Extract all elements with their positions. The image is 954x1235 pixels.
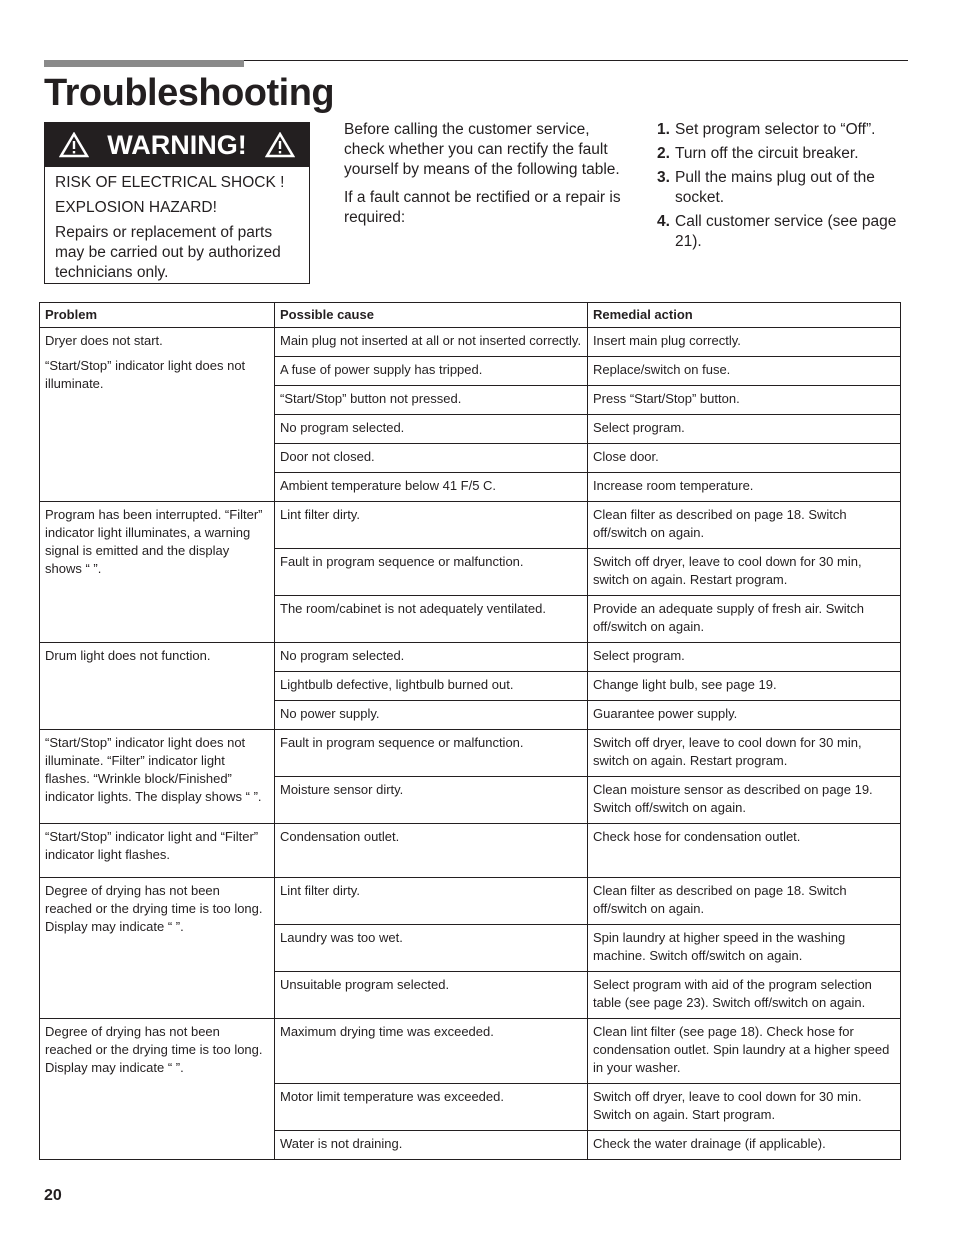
remedy-cell: Replace/switch on fuse.	[588, 357, 901, 386]
remedy-cell: Clean lint filter (see page 18). Check hose for condensation outlet. Spin laundry at a higher speed in your washer.	[588, 1019, 901, 1084]
step-text: Turn off the circuit breaker.	[675, 145, 859, 162]
remedy-cell: Provide an adequate supply of fresh air. Switch off/switch on again.	[588, 596, 901, 643]
cause-cell: Fault in program sequence or malfunction.	[275, 549, 588, 596]
remedy-cell: Switch off dryer, leave to cool down for 30 min. Switch on again. Start program.	[588, 1084, 901, 1131]
problem-text: Program has been interrupted. “Filter” indicator light illuminates, a warning signal is emitted and the display shows “ ”.	[45, 507, 263, 576]
cause-cell: Water is not draining.	[275, 1131, 588, 1160]
remedy-cell: Clean filter as described on page 18. Switch off/switch on again.	[588, 878, 901, 925]
warning-box	[44, 122, 310, 284]
problem-cell	[40, 502, 275, 643]
problem-text: Dryer does not start.	[45, 333, 163, 348]
remedy-cell: Increase room temperature.	[588, 473, 901, 502]
problem-cell	[40, 643, 275, 730]
step-text: Call customer service (see page 21).	[675, 213, 897, 250]
remedy-cell: Clean moisture sensor as described on page 19. Switch off/switch on again.	[588, 777, 901, 824]
problem-text: “Start/Stop” indicator light does not illuminate.	[45, 358, 246, 391]
cause-cell: Main plug not inserted at all or not inserted correctly.	[275, 328, 588, 357]
cause-cell: A fuse of power supply has tripped.	[275, 357, 588, 386]
table-header-row	[40, 303, 901, 328]
step-number: 1.	[657, 121, 670, 138]
remedy-cell: Select program.	[588, 415, 901, 444]
cause-cell: Fault in program sequence or malfunction.	[275, 730, 588, 777]
problem-cell	[40, 878, 275, 1019]
warning-triangle-icon	[59, 132, 89, 158]
warning-line: RISK OF ELECTRICAL SHOCK !	[55, 174, 285, 191]
remedy-cell: Check hose for condensation outlet.	[588, 824, 901, 878]
cause-cell: Lint filter dirty.	[275, 502, 588, 549]
warning-body	[45, 167, 309, 283]
table-row	[40, 824, 901, 878]
remedy-cell: Insert main plug correctly.	[588, 328, 901, 357]
troubleshooting-table	[39, 302, 901, 1160]
cause-cell: The room/cabinet is not adequately ventilated.	[275, 596, 588, 643]
warning-triangle-icon	[265, 132, 295, 158]
cause-cell: No program selected.	[275, 643, 588, 672]
problem-text: Drum light does not function.	[45, 648, 211, 663]
cause-cell: Door not closed.	[275, 444, 588, 473]
cause-cell: Ambient temperature below 41 F/5 C.	[275, 473, 588, 502]
warning-line: EXPLOSION HAZARD!	[55, 199, 217, 216]
table-row	[40, 1019, 901, 1084]
cause-cell: No program selected.	[275, 415, 588, 444]
cause-cell: Maximum drying time was exceeded.	[275, 1019, 588, 1084]
cause-cell: Motor limit temperature was exceeded.	[275, 1084, 588, 1131]
warning-heading: WARNING!	[107, 129, 247, 160]
step-number: 3.	[657, 169, 670, 186]
table-row	[40, 502, 901, 549]
table-row	[40, 730, 901, 777]
cause-cell: Lightbulb defective, lightbulb burned out.	[275, 672, 588, 701]
remedy-cell: Select program with aid of the program selection table (see page 23). Switch off/switch on again.	[588, 972, 901, 1019]
problem-text: Degree of drying has not been reached or the drying time is too long. Display may indicate “ ”.	[45, 1024, 263, 1075]
problem-cell	[40, 1019, 275, 1160]
step-number: 2.	[657, 145, 670, 162]
cause-cell: No power supply.	[275, 701, 588, 730]
step-number: 4.	[657, 213, 670, 230]
problem-text: Degree of drying has not been reached or the drying time is too long. Display may indicate “ ”.	[45, 883, 263, 934]
table-row	[40, 643, 901, 672]
problem-cell	[40, 328, 275, 502]
step-text: Set program selector to “Off”.	[675, 121, 876, 138]
page-number: 20	[44, 1187, 62, 1204]
cause-cell: Laundry was too wet.	[275, 925, 588, 972]
header-remedial-action: Remedial action	[588, 303, 901, 328]
step-item	[657, 212, 917, 252]
warning-header	[45, 123, 309, 167]
table-row	[40, 878, 901, 925]
problem-cell	[40, 730, 275, 824]
cause-cell: Unsuitable program selected.	[275, 972, 588, 1019]
remedy-cell: Guarantee power supply.	[588, 701, 901, 730]
cause-cell: “Start/Stop” button not pressed.	[275, 386, 588, 415]
problem-text: “Start/Stop” indicator light and “Filter” indicator light flashes.	[45, 829, 259, 862]
remedy-cell: Spin laundry at higher speed in the washing machine. Switch off/switch on again.	[588, 925, 901, 972]
step-text: Pull the mains plug out of the socket.	[675, 169, 875, 206]
cause-cell: Moisture sensor dirty.	[275, 777, 588, 824]
intro-text	[344, 120, 624, 236]
remedy-cell: Select program.	[588, 643, 901, 672]
intro-paragraph: Before calling the customer service, check whether you can rectify the fault yourself by means of the following table.	[344, 121, 620, 178]
intro-paragraph: If a fault cannot be rectified or a repair is required:	[344, 189, 621, 226]
step-item	[657, 168, 917, 208]
step-item	[657, 144, 917, 164]
header-accent-bar	[44, 60, 244, 67]
steps-list	[657, 120, 917, 256]
warning-line: Repairs or replacement of parts may be carried out by authorized technicians only.	[55, 224, 281, 281]
page-title: Troubleshooting	[44, 72, 335, 114]
remedy-cell: Switch off dryer, leave to cool down for 30 min, switch on again. Restart program.	[588, 730, 901, 777]
header-possible-cause: Possible cause	[275, 303, 588, 328]
problem-text: “Start/Stop” indicator light does not illuminate. “Filter” indicator light flashes. “Wrinkle block/Finished” indicator lights. The display shows “ ”.	[45, 735, 262, 804]
remedy-cell: Press “Start/Stop” button.	[588, 386, 901, 415]
step-item	[657, 120, 917, 140]
remedy-cell: Check the water drainage (if applicable).	[588, 1131, 901, 1160]
remedy-cell: Clean filter as described on page 18. Switch off/switch on again.	[588, 502, 901, 549]
table-row	[40, 328, 901, 357]
cause-cell: Condensation outlet.	[275, 824, 588, 878]
cause-cell: Lint filter dirty.	[275, 878, 588, 925]
problem-cell	[40, 824, 275, 878]
remedy-cell: Close door.	[588, 444, 901, 473]
remedy-cell: Change light bulb, see page 19.	[588, 672, 901, 701]
header-problem: Problem	[40, 303, 275, 328]
remedy-cell: Switch off dryer, leave to cool down for 30 min, switch on again. Restart program.	[588, 549, 901, 596]
